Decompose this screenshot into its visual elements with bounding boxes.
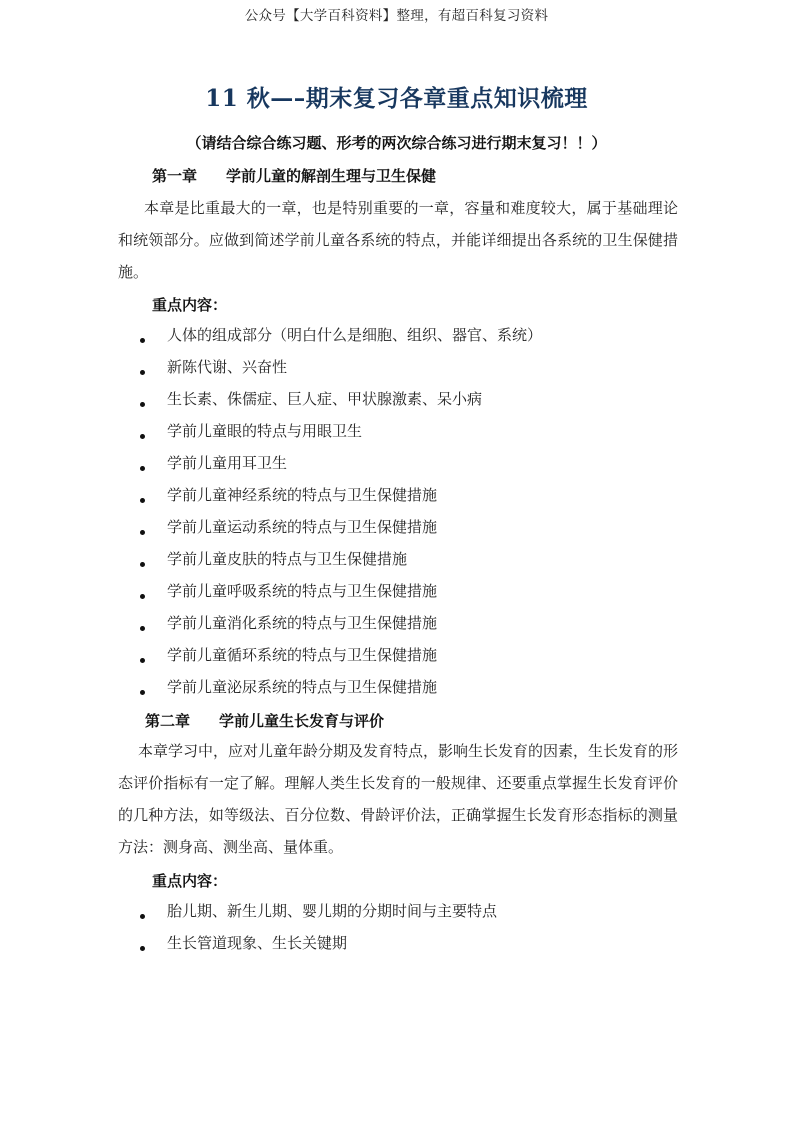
chapter-number: 第一章 bbox=[152, 167, 198, 185]
chapter-1-key-points bbox=[140, 319, 542, 703]
list-item: 学前儿童神经系统的特点与卫生保健措施 bbox=[140, 479, 542, 511]
bullet-icon bbox=[140, 434, 145, 439]
list-item: 胎儿期、新生儿期、婴儿期的分期时间与主要特点 bbox=[140, 895, 497, 927]
chapter-name: 学前儿童生长发育与评价 bbox=[219, 712, 385, 730]
bullet-icon bbox=[140, 466, 145, 471]
bullet-icon bbox=[140, 946, 145, 951]
list-item: 学前儿童呼吸系统的特点与卫生保健措施 bbox=[140, 575, 542, 607]
bullet-icon bbox=[140, 530, 145, 535]
list-item: 新陈代谢、兴奋性 bbox=[140, 351, 542, 383]
bullet-icon bbox=[140, 562, 145, 567]
bullet-icon bbox=[140, 498, 145, 503]
bullet-icon bbox=[140, 690, 145, 695]
list-item: 学前儿童眼的特点与用眼卫生 bbox=[140, 415, 542, 447]
list-item: 学前儿童循环系统的特点与卫生保健措施 bbox=[140, 639, 542, 671]
chapter-1-heading bbox=[152, 165, 436, 186]
list-item: 学前儿童皮肤的特点与卫生保健措施 bbox=[140, 543, 542, 575]
list-item: 生长素、侏儒症、巨人症、甲状腺激素、呆小病 bbox=[140, 383, 542, 415]
list-item: 学前儿童泌尿系统的特点与卫生保健措施 bbox=[140, 671, 542, 703]
list-item: 学前儿童消化系统的特点与卫生保健措施 bbox=[140, 607, 542, 639]
chapter-1-key-label: 重点内容： bbox=[152, 296, 228, 314]
bullet-icon bbox=[140, 914, 145, 919]
bullet-icon bbox=[140, 338, 145, 343]
list-item: 人体的组成部分（明白什么是细胞、组织、器官、系统） bbox=[140, 319, 542, 351]
chapter-number: 第二章 bbox=[145, 712, 191, 730]
header-note: 公众号【大学百科资料】整理，有超百科复习资料 bbox=[244, 8, 549, 24]
bullet-icon bbox=[140, 370, 145, 375]
document-subtitle: （请结合综合练习题、形考的两次综合练习进行期末复习！！） bbox=[186, 134, 607, 152]
document-title: 11 秋—–期末复习各章重点知识梳理 bbox=[205, 85, 588, 112]
chapter-2-key-label: 重点内容： bbox=[152, 872, 228, 890]
list-item: 学前儿童运动系统的特点与卫生保健措施 bbox=[140, 511, 542, 543]
bullet-icon bbox=[140, 402, 145, 407]
chapter-2-intro: 本章学习中，应对儿童年龄分期及发育特点，影响生长发育的因素，生长发育的形态评价指标有一定了解。理解人类生长发育的一般规律、还要重点掌握生长发育评价的几种方法，如等级法、百分位数、骨龄评价法，正确掌握生长发育形态指标的测量方法：测身高、测坐高、量体重。 bbox=[118, 742, 679, 856]
bullet-icon bbox=[140, 626, 145, 631]
list-item: 学前儿童用耳卫生 bbox=[140, 447, 542, 479]
bullet-icon bbox=[140, 658, 145, 663]
bullet-icon bbox=[140, 594, 145, 599]
chapter-name: 学前儿童的解剖生理与卫生保健 bbox=[226, 167, 437, 185]
chapter-2-key-points bbox=[140, 895, 497, 959]
list-item: 生长管道现象、生长关键期 bbox=[140, 927, 497, 959]
chapter-1-intro: 本章是比重最大的一章，也是特别重要的一章，容量和难度较大，属于基础理论和统领部分。应做到简述学前儿童各系统的特点，并能详细提出各系统的卫生保健措施。 bbox=[118, 199, 678, 281]
chapter-2-heading bbox=[145, 710, 384, 731]
